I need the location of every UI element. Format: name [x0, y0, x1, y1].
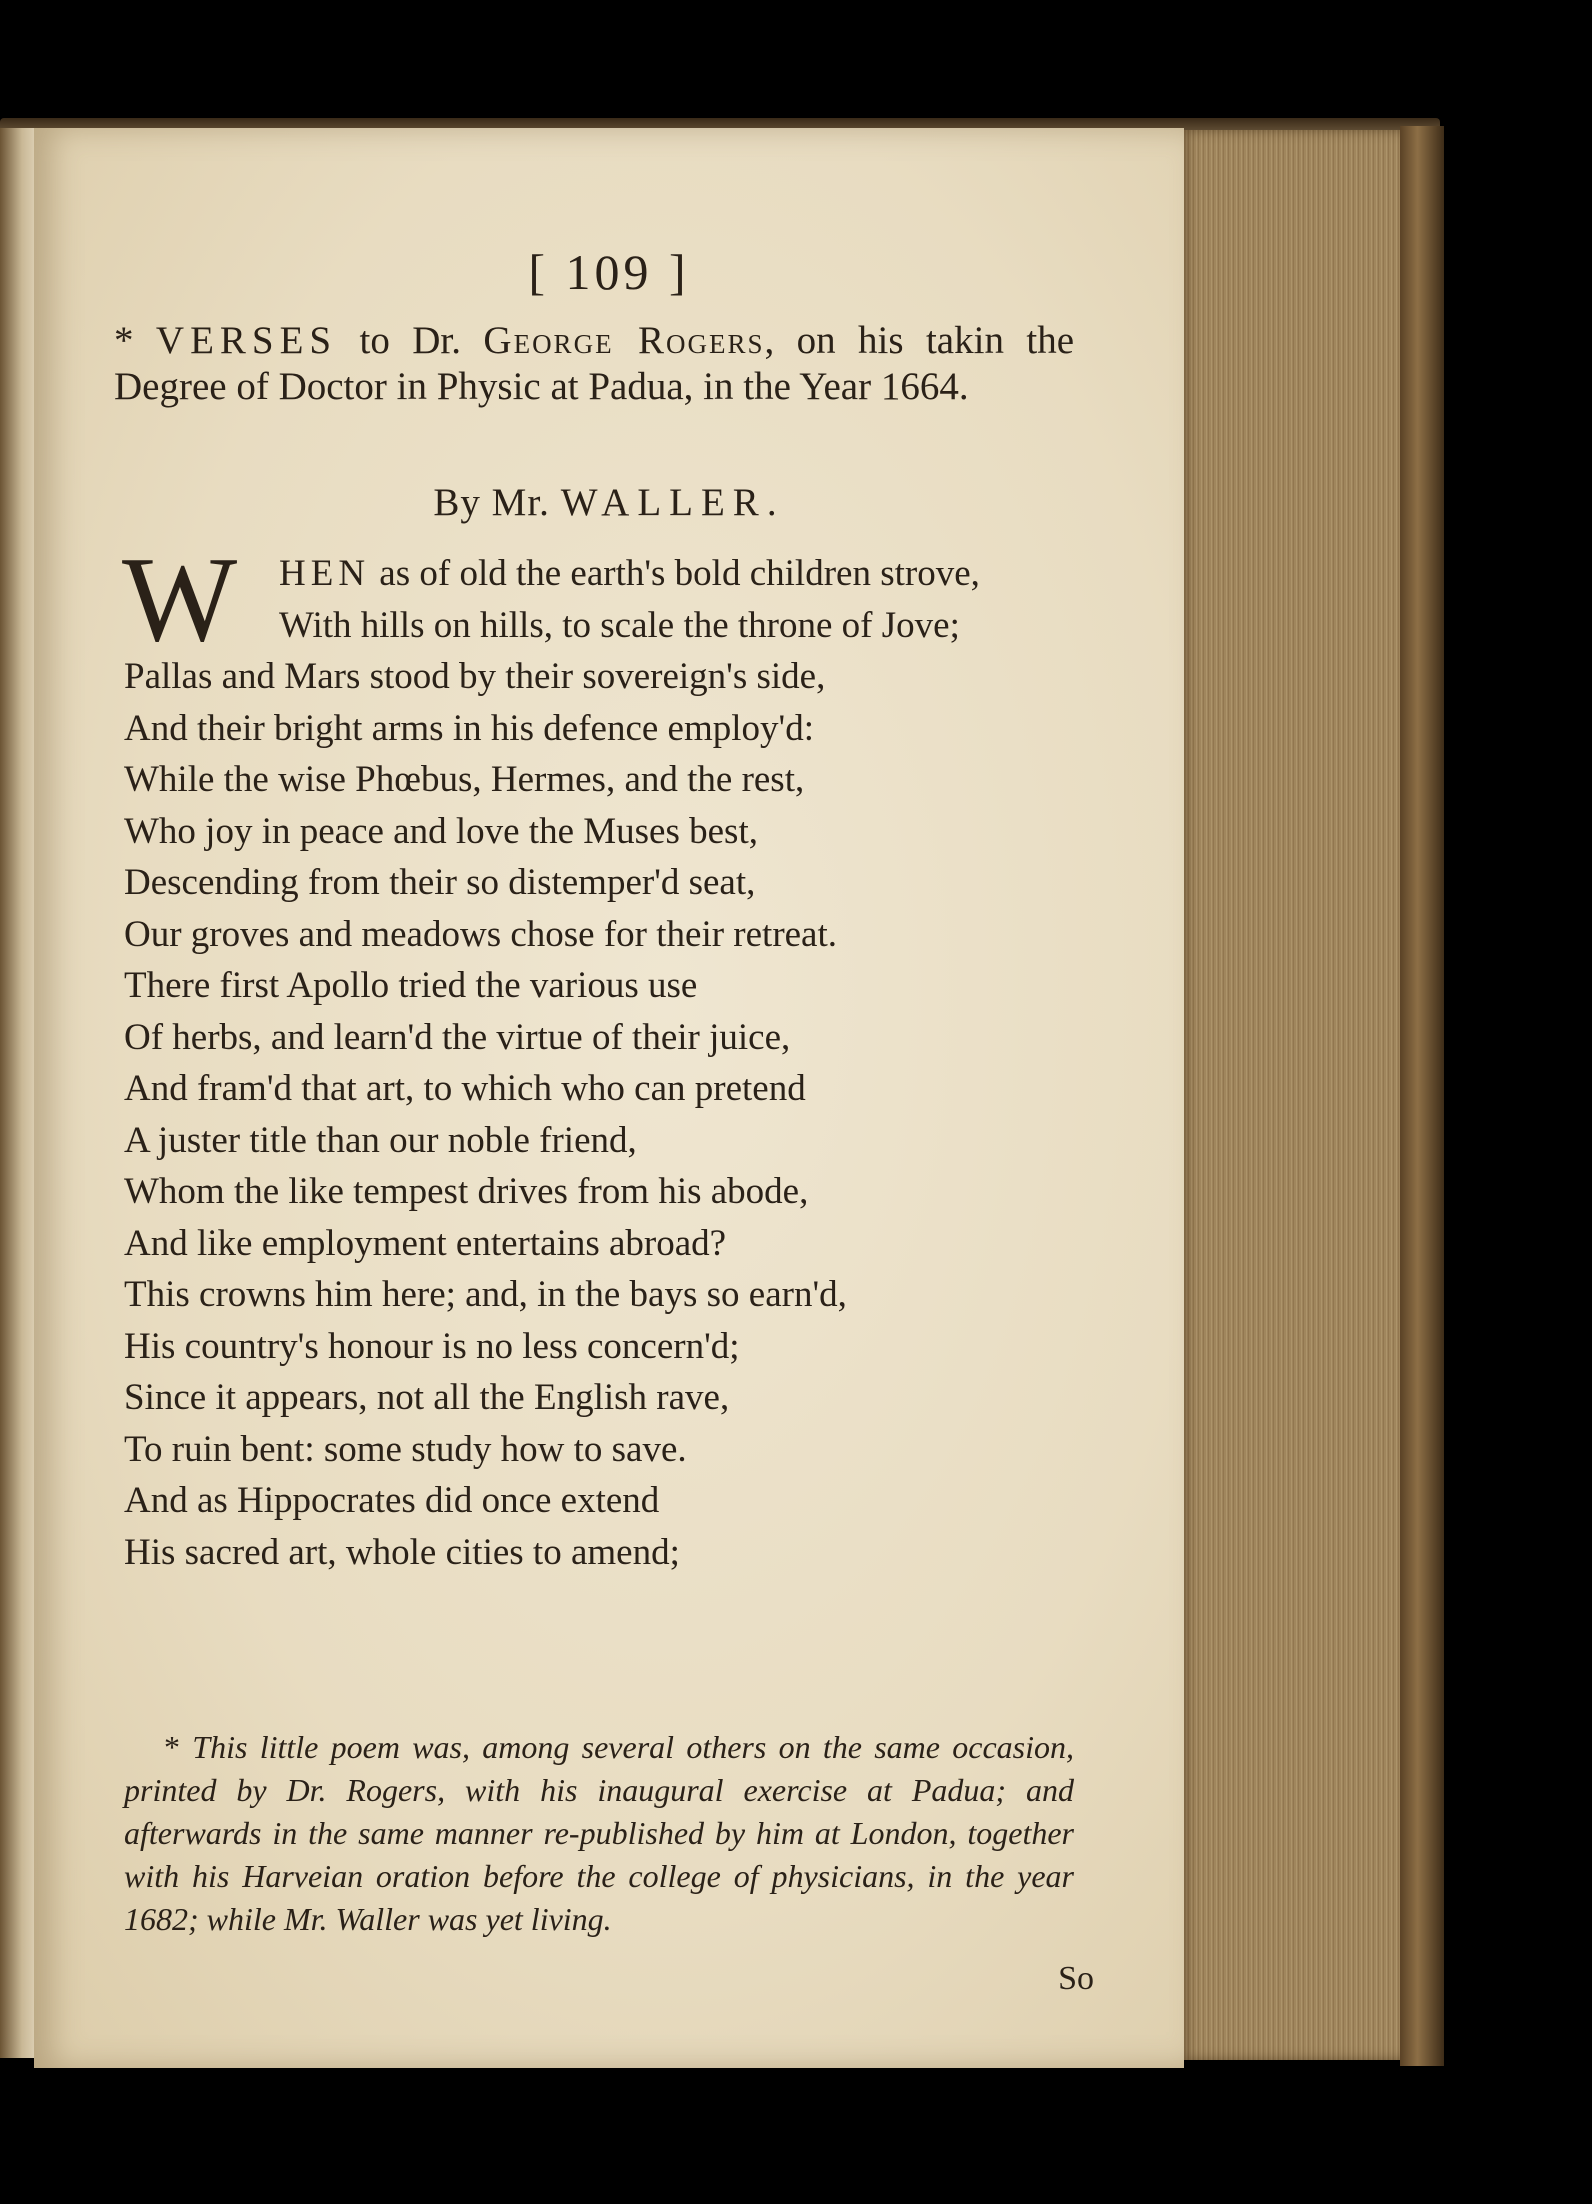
cover-board-edge — [1400, 126, 1444, 2066]
poem-body — [124, 548, 1124, 1578]
poem-line-first — [124, 548, 1124, 600]
footnote — [124, 1726, 1074, 1941]
first-line-rest: as of old the earth's bold children strove, — [370, 553, 980, 594]
title-to: to Dr. — [337, 319, 484, 362]
first-line-caps: HEN — [279, 553, 371, 594]
byline-author: WALLER. — [560, 481, 785, 524]
page-number: [ 109 ] — [528, 244, 690, 300]
poem-line: Our groves and meadows chose for their retreat. — [124, 913, 838, 955]
title-rest: , on his takin the Degree of Doctor in Physic at Padua, in the Year 1664. — [114, 319, 1075, 408]
poem-line: Descending from their so distemper'd seat, — [124, 862, 756, 903]
poem-line: With hills on hills, to scale the throne of Jove; — [279, 604, 960, 646]
byline — [34, 480, 1184, 525]
poem-line: Of herbs, and learn'd the virtue of their juice, — [124, 1016, 791, 1058]
poem-line: His sacred art, whole cities to amend; — [124, 1531, 680, 1573]
poem-line: There first Apollo tried the various use — [124, 965, 698, 1006]
poem-line: His country's honour is no less concern'd; — [124, 1325, 740, 1367]
poem-line: To ruin bent: some study how to save. — [124, 1428, 687, 1470]
poem-line: Whom the like tempest drives from his abode, — [124, 1171, 809, 1212]
catchword: So — [1058, 1960, 1094, 1997]
footnote-marker: * — [164, 1729, 193, 1765]
page-block-edges — [1180, 130, 1416, 2060]
poem-line: While the wise Phœbus, Hermes, and the rest, — [124, 759, 805, 800]
poem-line: And fram'd that art, to which who can pretend — [124, 1068, 806, 1109]
drop-cap: W — [122, 532, 238, 667]
byline-prefix: By Mr. — [433, 481, 561, 524]
poem-line: Since it appears, not all the English rave, — [124, 1377, 730, 1418]
footnote-text: This little poem was, among several others on the same occasion, printed by Dr. Rogers, with his inaugural exercise at Padua; and afterwards in the same manner re-published by him at London, together with his Harveian oration before the college of physicians, in the year 1682; while Mr. Waller was yet living. — [124, 1729, 1075, 1937]
poem-line: Pallas and Mars stood by their sovereign's side, — [124, 656, 826, 697]
poem-title — [114, 318, 1074, 410]
poem-line: A juster title than our noble friend, — [124, 1119, 637, 1161]
poem-line: And as Hippocrates did once extend — [124, 1480, 660, 1521]
poem-line: And their bright arms in his defence employ'd: — [124, 707, 814, 749]
title-name: George Rogers — [483, 319, 765, 362]
poem-line: This crowns him here; and, in the bays so earn'd, — [124, 1274, 847, 1315]
title-verses: VERSES — [155, 319, 338, 362]
poem-line: And like employment entertains abroad? — [124, 1222, 727, 1264]
title-marker: * — [114, 319, 156, 362]
poem-line: Who joy in peace and love the Muses best, — [124, 810, 758, 852]
book-page — [34, 128, 1184, 2068]
